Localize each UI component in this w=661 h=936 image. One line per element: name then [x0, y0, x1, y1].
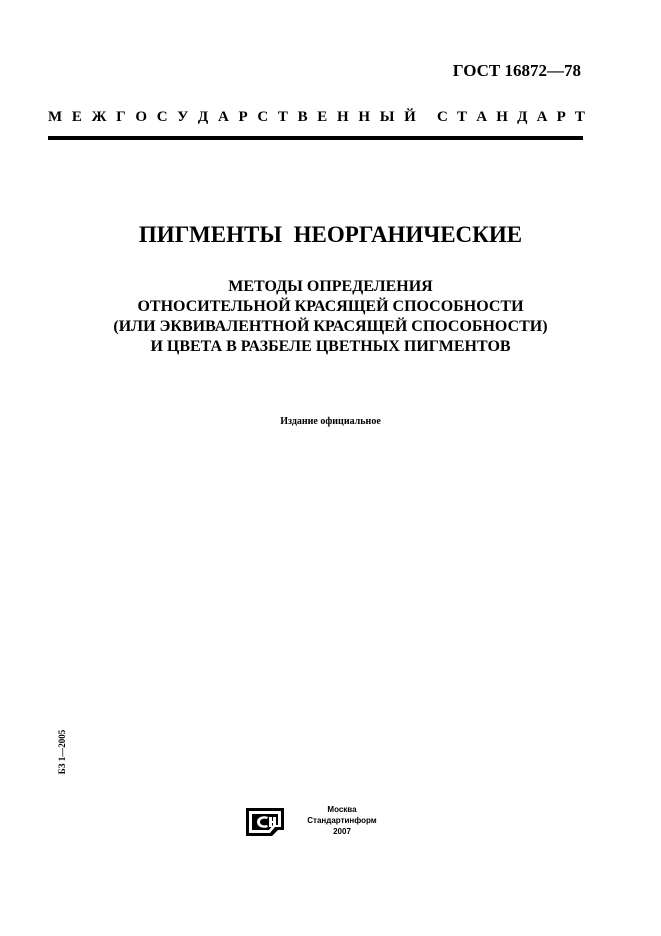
edition-label: Издание официальное	[280, 416, 381, 427]
standard-type-heading	[48, 109, 585, 126]
side-registry-code: БЗ 1—2005	[57, 729, 67, 775]
publisher-block	[296, 804, 388, 837]
publisher-year: 2007	[333, 827, 351, 836]
standartinform-logo-icon	[244, 806, 286, 838]
header-rule	[48, 136, 583, 140]
publisher-name: Стандартинформ	[307, 816, 377, 825]
subtitle-line: МЕТОДЫ ОПРЕДЕЛЕНИЯ	[228, 278, 433, 295]
subtitle-line: И ЦВЕТА В РАЗБЕЛЕ ЦВЕТНЫХ ПИГМЕНТОВ	[150, 338, 511, 355]
subtitle-line: (ИЛИ ЭКВИВАЛЕНТНОЙ КРАСЯЩЕЙ СПОСОБНОСТИ)	[113, 318, 548, 335]
standard-type-word-standard: С Т А Н Д А Р Т	[437, 109, 585, 125]
document-title: ПИГМЕНТЫ НЕОРГАНИЧЕСКИЕ	[138, 222, 523, 247]
subtitle-line: ОТНОСИТЕЛЬНОЙ КРАСЯЩЕЙ СПОСОБНОСТИ	[137, 298, 524, 315]
standard-type-word-interstate: М Е Ж Г О С У Д А Р С Т В Е Н Н Ы Й	[48, 109, 416, 125]
publisher-city: Москва	[327, 805, 357, 814]
document-subtitle	[0, 277, 661, 357]
document-code: ГОСТ 16872—78	[452, 61, 581, 80]
